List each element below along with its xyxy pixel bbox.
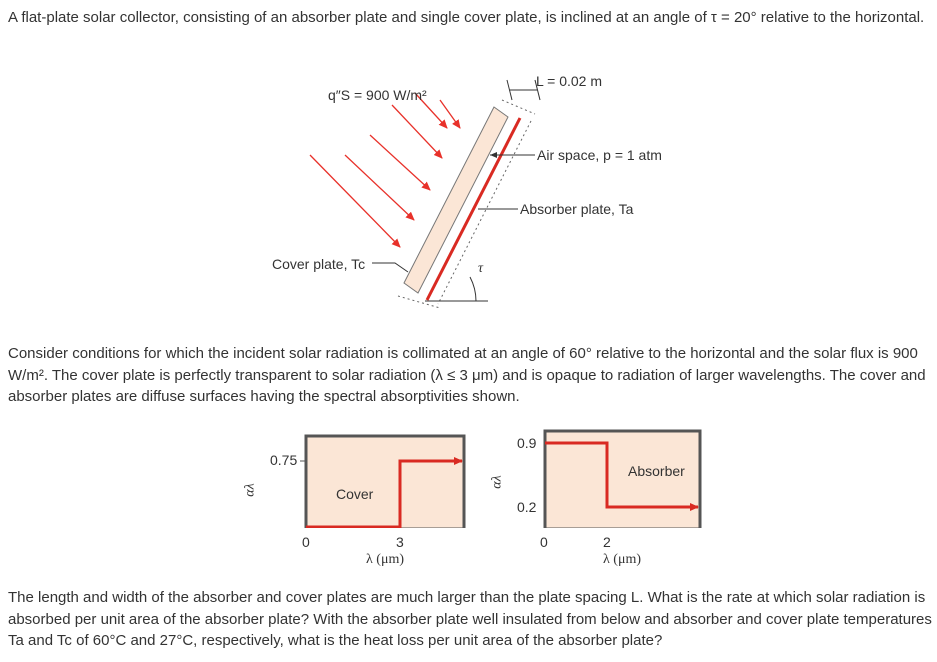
cover-xlabel: λ (μm) <box>366 552 405 567</box>
absorber-ytick-high: 0.9 <box>517 435 537 451</box>
solar-ray <box>370 135 430 190</box>
absorber-xtick: 2 <box>603 534 611 550</box>
absorber-plate-label: Absorber plate, Ta <box>520 201 634 217</box>
absorber-ylabel: αλ <box>489 475 505 489</box>
conditions-paragraph: Consider conditions for which the incident solar radiation is collimated at an angle of 60° relative to the horizontal and the solar flux is 900 W/m². The cover plate is perfectly transparent to solar radiation (λ ≤ 3 μm) and is opaque to radiation of larger wavelengths. The cover and absorber plates are diffuse surfaces having the spectral absorptivities shown. <box>8 345 926 405</box>
air-space-label: Air space, p = 1 atm <box>537 147 662 163</box>
absorber-ytick-low: 0.2 <box>517 499 537 515</box>
angle-arc <box>470 277 476 301</box>
absorber-x0: 0 <box>540 534 548 550</box>
insulation-hatch <box>502 100 535 114</box>
cover-plate-label: Cover plate, Tc <box>272 256 366 272</box>
intro-paragraph: A flat-plate solar collector, consisting of an absorber plate and single cover plate, is inclined at an angle of τ = 20° relative to the horizontal. <box>8 9 925 26</box>
cover-xtick: 3 <box>396 534 404 550</box>
spacing-label: L = 0.02 m <box>536 73 603 89</box>
solar-ray <box>345 155 414 220</box>
question-paragraph: The length and width of the absorber and cover plates are much larger than the plate spacing L. What is the rate at which solar radiation is absorbed per unit area of the absorber plate? With the absorber plate well insulated from below and absorber and cover plate temperatures Ta and Tc of 60°C and 27°C, respectively, what is the heat loss per unit area of the absorber plate? <box>8 589 932 649</box>
cover-ylabel: αλ <box>242 483 258 497</box>
solar-flux-label: q″S = 900 W/m² <box>328 87 427 103</box>
solar-ray <box>310 155 400 247</box>
cover-x0: 0 <box>302 534 310 550</box>
insulation-hatch <box>398 296 440 308</box>
absorber-plot-name: Absorber <box>628 463 685 479</box>
cover-plot-frame <box>306 436 464 528</box>
absorber-xlabel: λ (μm) <box>603 552 642 567</box>
absorptivity-plots <box>0 428 937 528</box>
solar-ray <box>392 105 442 158</box>
cover-ytick: 0.75 <box>270 452 298 468</box>
absorber-plot-frame <box>545 431 700 528</box>
tau-label: τ <box>478 261 484 276</box>
cover-leader <box>372 263 408 272</box>
cover-plot-name: Cover <box>336 486 374 502</box>
